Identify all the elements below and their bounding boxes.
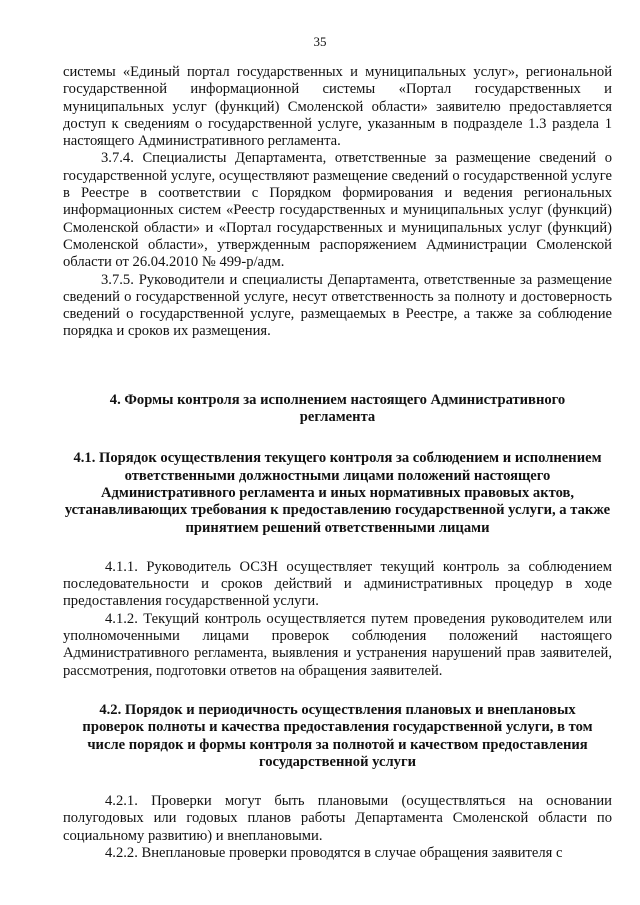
document-body (63, 64, 612, 862)
paragraph-4-1-2: 4.1.2. Текущий контроль осуществляется путем проведения руководителем или уполномоченными лицами проверок соблюдения положений настоящего Административного регламента, выявления и устранения нарушений прав заявителей, рассмотрения, подготовки ответов на обращения заявителей. (63, 610, 612, 679)
page-number: 35 (313, 34, 327, 49)
section-4-heading: 4. Формы контроля за исполнением настоящего Административного регламента (109, 391, 566, 426)
paragraph-4-2-2: 4.2.2. Внеплановые проверки проводятся в случае обращения заявителя с (105, 844, 563, 861)
section-4-2-heading: 4.2. Порядок и периодичность осуществления плановых и внеплановых проверок полноты и качества предоставления государственной услуги, в том числе порядок и формы контроля за полнотой и качеством предоставления государственной услуги (82, 701, 593, 770)
paragraph-portal-access: системы «Единый портал государственных и муниципальных услуг», региональной государственной информационной системы «Портал государственных и муниципальных услуг (функций) Смоленской области» заявителю предоставляется доступ к сведениям о государственной услуге, указанным в подразделе 1.3 раздела 1 настоящего Административного регламента. (63, 64, 612, 150)
paragraph-4-1-1: 4.1.1. Руководитель ОСЗН осуществляет текущий контроль за соблюдением последовательности и сроков действий и административных процедур в ходе предоставления государственной услуги. (63, 558, 612, 610)
paragraph-3-7-5: 3.7.5. Руководители и специалисты Департамента, ответственные за размещение сведений о государственной услуге, несут ответственность за полноту и достоверность сведений о государственной услуге, размещаемых в Реестре, а также за соблюдение порядка и сроков их размещения. (63, 271, 612, 340)
paragraph-3-7-4: 3.7.4. Специалисты Департамента, ответственные за размещение сведений о государственной услуге, осуществляют размещение сведений о государственной услуге в Реестре в соответствии с Порядком формирования и ведения региональных информационных систем «Реестр государственных и муниципальных услуг (функций) Смоленской области» и «Портал государственных и муниципальных услуг (функций) Смоленской области», утвержденным распоряжением Администрации Смоленской области от 26.04.2010 № 499-р/адм. (63, 150, 612, 271)
paragraph-4-2-1: 4.2.1. Проверки могут быть плановыми (осуществляться на основании полугодовых или годовых планов работы Департамента Смоленской области по социальному развитию) и внеплановыми. (63, 793, 612, 844)
section-4-1-heading: 4.1. Порядок осуществления текущего контроля за соблюдением и исполнением ответственными должностными лицами положений настоящего Административного регламента и иных нормативных правовых актов, устанавливающих требования к предоставлению государственной услуги, а также принятием решений ответственными лицами (64, 450, 611, 536)
